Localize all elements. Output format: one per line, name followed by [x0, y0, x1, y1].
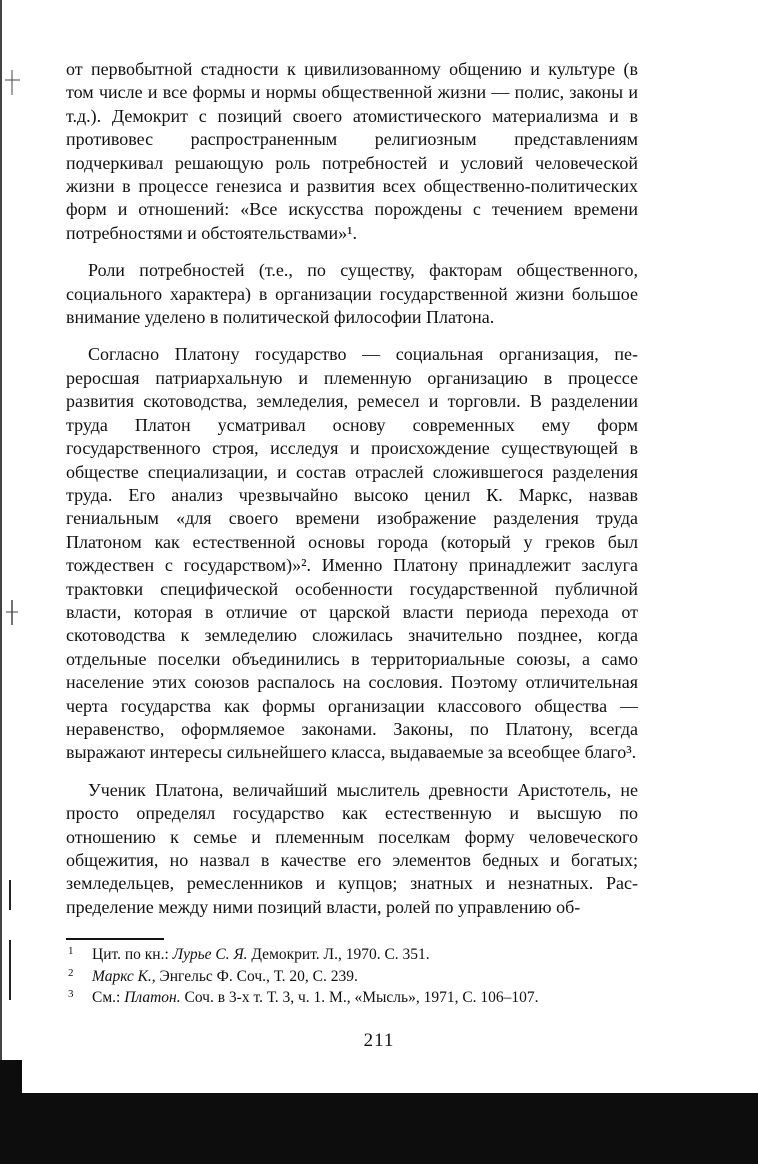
footnote-author: Платон. [124, 989, 181, 1006]
footnote-prefix: Цит. по кн.: [92, 946, 173, 963]
paragraph-4: Ученик Платона, величайший мыслитель древности Аристотель, не просто определял государство как естественную и высшую по отношению к семье и племенным поселкам форму человеческого общежития, но назвал в качестве его элементов бедных и богатых; земледельцев, ремесленников и купцов; знатных и незнатных. Распределение между ними позиций власти, ролей по управлению об- [66, 779, 638, 917]
footnote-1 [66, 944, 646, 966]
footnote-number: 2 [68, 966, 74, 979]
footnote-rest: , Энгельс Ф. Соч., Т. 20, С. 239. [151, 967, 358, 985]
footnote-separator [66, 938, 164, 940]
footnote-author: Лурье С. Я. [172, 946, 248, 963]
footnote-3 [66, 987, 646, 1009]
footnote-prefix: См.: [92, 989, 125, 1006]
footnotes [66, 944, 646, 1009]
footnote-number: 1 [68, 945, 74, 957]
paragraph-1: от первобытной стадности к цивилизованному общению и культуре (в том числе и все формы и нормы общественной жизни — полис, законы и т.д.). Демокрит с позиций своего атомистического материализма и в противовес распространенным религиозным представлениям подчеркивал решающую роль потребностей и условий человеческой жизни в процессе генезиса и развития всех общественно-политических форм и отношений: «Все искусства порождены с течением времени потребностями и обстоятельствами»¹. [66, 59, 638, 243]
footnote-number: 3 [68, 988, 74, 1000]
paragraph-2: Роли потребностей (т.е., по существу, факторам общественного, социального характера) в организации государственной жизни большое внимание уделено в политической философии Платона. [66, 260, 638, 328]
footnote-rest: Демокрит. Л., 1970. С. 351. [247, 946, 430, 963]
scan-edge-marks [0, 0, 30, 1080]
page-number: 211 [363, 1030, 395, 1051]
footnote-author: Маркс К. [92, 967, 152, 985]
scan-shadow-bottom [0, 1093, 758, 1164]
main-text [66, 58, 638, 919]
footnote-rest: Соч. в 3-х т. Т. 3, ч. 1. М., «Мысль», 1971, С. 106–107. [180, 989, 539, 1006]
paragraph-3: Согласно Платону государство — социальная организация, переросшая патриархальную и племенную организацию в процессе развития скотоводства, земледелия, ремесел и торговли. В разделении труда Платон усматривал основу современных ему форм государственного строя, исследуя и происхождение существующей в обществе специализации, и состав отраслей сложившегося разделения труда. Его анализ чрезвычайно высоко ценил К. Маркс, назвав гениальным «для своего времени изображение разделения труда Платоном как естественной основы города (который у греков был тождествен с государством)»². Именно Платону принадлежит заслуга трактовки специфической особенности государственной публичной власти, которая в отличие от царской власти периода перехода от скотоводства к земледелию сложилась значительно позднее, когда отдельные поселки объединились в территориальные союзы, а само население этих союзов распалось на сословия. Поэтому отличительная черта государства как формы организации классового общества — неравенство, оформляемое законами. Законы, по Платону, всегда выражают интересы сильнейшего класса, выдаваемые за всеобщее благо³. [66, 344, 638, 763]
footnote-2 [66, 966, 646, 988]
